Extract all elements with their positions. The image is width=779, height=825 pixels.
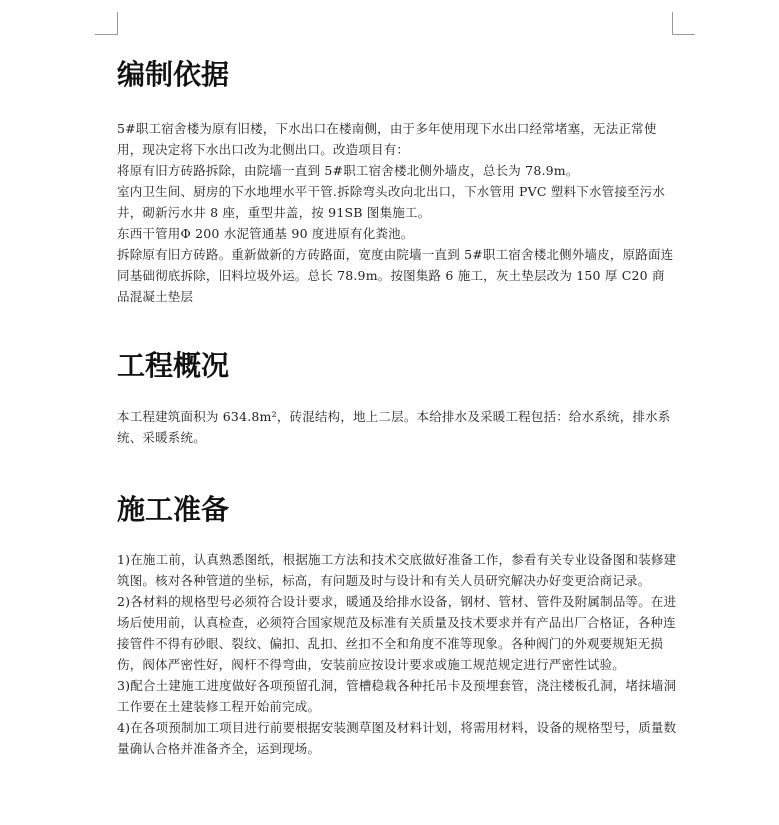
paragraph: 东西干管用Φ 200 水泥管通基 90 度进原有化粪池。 <box>117 226 414 241</box>
section-heading-overview: 工程概况 <box>117 349 230 382</box>
paragraph: 室内卫生间、厨房的下水地埋水平干管.拆除弯头改向北出口，下水管用 PVC 塑料下水管接至污水井，砌新污水井 8 座，重型井盖，按 91SB 图集施工。 <box>117 184 666 220</box>
section-heading-preparation: 施工准备 <box>117 493 230 526</box>
paragraph: 2)各材料的规格型号必须符合设计要求，暖通及给排水设备，钢材、管材、管件及附属制品等。在进场后使用前，认真检查，必须符合国家规范及标准有关质量及技术要求并有产品出厂合格证，各种连接管件不得有砂眼、裂纹、偏扣、乱扣、丝扣不全和角度不准等现象。各种阀门的外观要规矩无损伤，阀体严密性好，阀杆不得弯曲，安装前应按设计要求或施工规范规定进行严密性试验。 <box>117 594 677 672</box>
paragraph: 拆除原有旧方砖路。重新做新的方砖路面，宽度由院墙一直到 5#职工宿舍楼北侧外墙皮，原路面连同基础彻底拆除，旧料垃圾外运。总长 78.9m。按图集路 6 施工，灰土垫层改为 150 厚 C20 商品混凝土垫层 <box>117 247 674 304</box>
paragraph: 3)配合土建施工进度做好各项预留孔洞，管槽稳栽各种托吊卡及预埋套管，浇注楼板孔洞，堵抹墙洞工作要在土建装修工程开始前完成。 <box>117 678 677 714</box>
paragraph: 1)在施工前，认真熟悉图纸，根据施工方法和技术交底做好准备工作，参看有关专业设备图和装修建筑图。核对各种管道的坐标，标高，有问题及时与设计和有关人员研究解决办好变更洽商记录。 <box>117 552 677 588</box>
document-body <box>117 52 677 759</box>
crop-mark-top-right <box>672 12 695 35</box>
paragraph: 本工程建筑面积为 634.8m²，砖混结构，地上二层。本给排水及采暖工程包括：给水系统，排水系统、采暖系统。 <box>117 409 671 445</box>
section-body-basis <box>117 118 677 307</box>
paragraph: 5#职工宿舍楼为原有旧楼，下水出口在楼南侧，由于多年使用现下水出口经常堵塞，无法正常使用，现决定将下水出口改为北侧出口。改造项目有： <box>117 121 657 157</box>
section-body-preparation <box>117 549 677 759</box>
paragraph: 将原有旧方砖路拆除，由院墙一直到 5#职工宿舍楼北侧外墙皮，总长为 78.9m。 <box>117 163 579 178</box>
paragraph: 4)在各项预制加工项目进行前要根据安装测草图及材料计划，将需用材料，设备的规格型号，质量数量确认合格并准备齐全，运到现场。 <box>117 720 677 756</box>
section-body-overview <box>117 406 677 448</box>
section-heading-basis: 编制依据 <box>117 58 230 91</box>
crop-mark-top-left <box>95 12 118 35</box>
